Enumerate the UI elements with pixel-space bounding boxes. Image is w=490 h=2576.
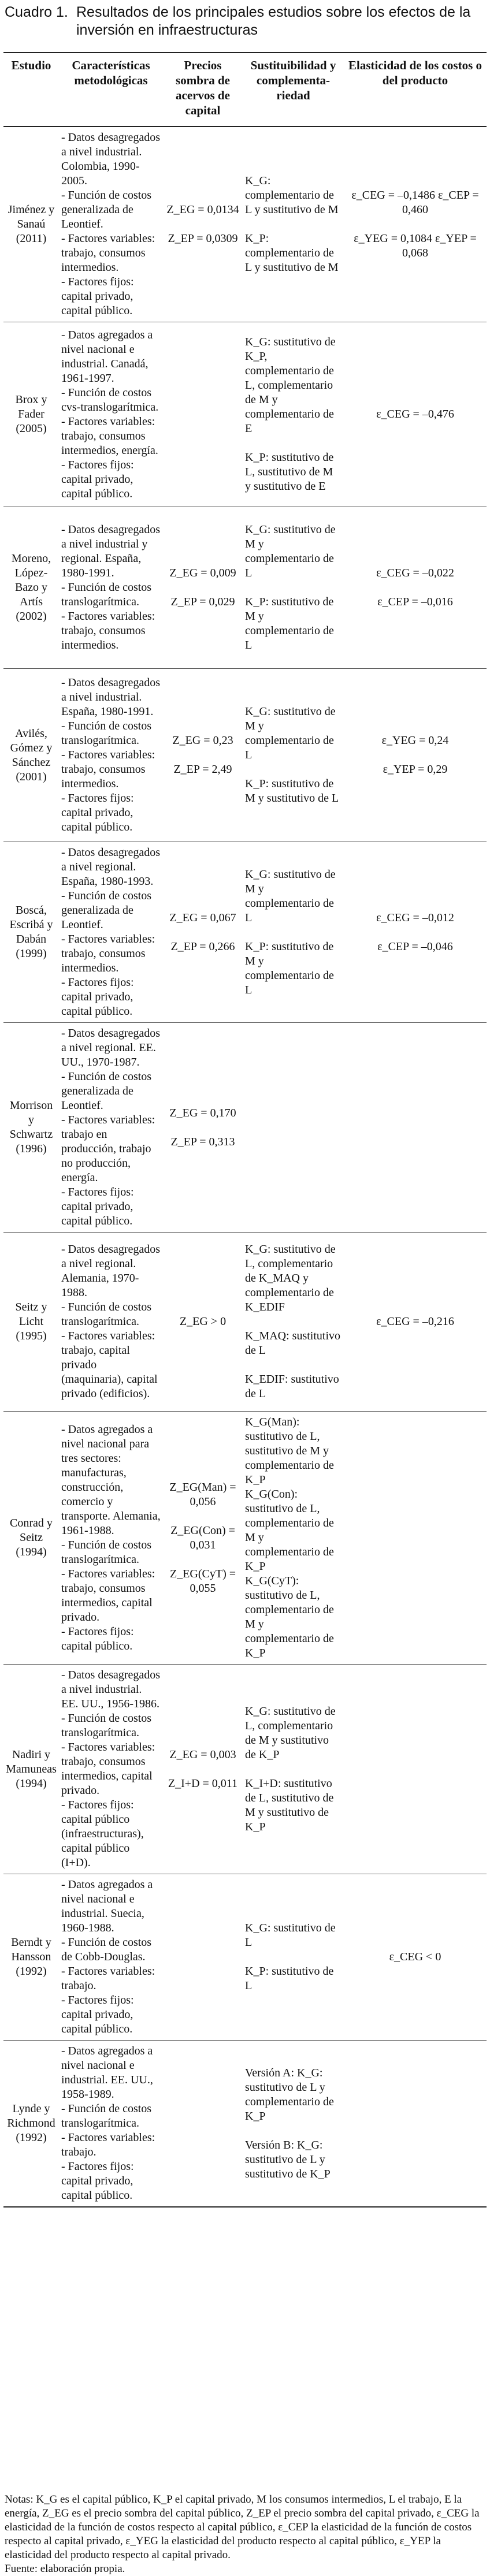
substitution-line: K_G: sustitutivo de M y complementario de L	[245, 705, 336, 761]
substitution-cell	[243, 322, 344, 507]
header-shadow-price: Precios sombra de acervos de capital	[176, 58, 230, 117]
header-substitutability: Sustituibilidad y complementa-riedad	[250, 58, 336, 102]
substitution-line: K_I+D: sustitutivo de L, sustitutivo de M y sustitutivo de K_P	[245, 1777, 334, 1833]
table-row	[3, 2041, 487, 2208]
substitution-line: K_G: sustitutivo de L, complementario de K_MAQ y complementario de K_EDIF	[245, 1243, 336, 1313]
price-cell	[163, 2041, 243, 2208]
elasticity-cell	[344, 842, 487, 1023]
methodology-cell	[59, 1233, 163, 1412]
table-row	[3, 507, 487, 669]
methodology-line: - Factores fijos: capital privado, capital público.	[61, 1994, 134, 2035]
methodology-line: - Datos desagregados a nivel industrial. EE. UU., 1956-1986.	[61, 1669, 161, 1710]
substitution-line: Versión A: K_G: sustitutivo de L y complementario de K_P	[245, 2066, 334, 2123]
methodology-cell	[59, 126, 163, 322]
substitution-line: K_G: sustitutivo de M y complementario de L	[245, 523, 336, 579]
substitution-line: K_MAQ: sustitutivo de L	[245, 1330, 341, 1357]
substitution-line: K_P: sustitutivo de M y complementario de L	[245, 940, 334, 996]
studies-table	[3, 52, 487, 2208]
study-cell: Moreno, López-Bazo y Artís (2002)	[11, 552, 51, 623]
methodology-line: - Factores variables: trabajo, consumos intermedios.	[61, 610, 155, 652]
price-cell	[163, 1412, 243, 1665]
price-cell	[163, 1665, 243, 1874]
study-cell: Boscá, Escribá y Dabán (1999)	[9, 904, 53, 960]
methodology-line: - Factores fijos: capital privado, capital público.	[61, 792, 134, 833]
study-cell: Jiménez y Sanaú (2011)	[8, 203, 55, 245]
elasticity-line: ε_CEG = –0,216	[376, 1315, 454, 1328]
methodology-line: - Factores variables: trabajo, consumos intermedios, capital privado.	[61, 1741, 155, 1797]
study-cell: Nadiri y Mamuneas (1994)	[6, 1748, 57, 1790]
elasticity-cell	[344, 1665, 487, 1874]
elasticity-cell	[344, 507, 487, 669]
substitution-line: K_G: sustitutivo de L, complementario de M y sustitutivo de K_P	[245, 1704, 336, 1761]
methodology-line: - Función de costos translogarítmica.	[61, 720, 152, 747]
methodology-line: - Factores variables: trabajo, consumos intermedios.	[61, 749, 155, 790]
elasticity-line: ε_YEG = 0,24	[381, 734, 449, 747]
elasticity-line: ε_CEP = –0,016	[377, 595, 453, 608]
methodology-line: - Función de costos generalizada de Leontief.	[61, 189, 152, 230]
elasticity-cell	[344, 669, 487, 842]
substitution-line: Versión B: K_G: sustitutivo de L y sustitutivo de K_P	[245, 2138, 331, 2180]
study-cell: Avilés, Gómez y Sánchez (2001)	[10, 727, 53, 783]
price-line: Z_EG(Man) = 0,056	[169, 1480, 236, 1508]
methodology-line: - Factores fijos: capital privado, capital público.	[61, 276, 134, 317]
methodology-line: - Factores variables: trabajo, capital privado (maquinaria), capital privado (edificios).	[61, 1330, 158, 1400]
methodology-line: - Factores variables: trabajo, consumos intermedios.	[61, 933, 155, 974]
methodology-line: - Datos desagregados a nivel industrial y regional. España, 1980-1991.	[61, 523, 161, 579]
methodology-line: - Factores fijos: capital privado, capital público.	[61, 2160, 134, 2202]
price-line: Z_EP = 2,49	[173, 763, 232, 776]
methodology-line: - Datos desagregados a nivel regional. Alemania, 1970-1988.	[61, 1243, 161, 1299]
substitution-cell	[243, 842, 344, 1023]
header-elasticity: Elasticidad de los costos o del producto	[348, 58, 482, 87]
substitution-line: K_G(CyT): sustitutivo de L, complementario de M y complementario de K_P	[245, 1574, 334, 1659]
table-row	[3, 322, 487, 507]
price-cell	[163, 842, 243, 1023]
study-cell: Brox y Fader (2005)	[15, 393, 47, 435]
methodology-cell	[59, 1023, 163, 1233]
substitution-cell	[243, 507, 344, 669]
elasticity-cell	[344, 126, 487, 322]
methodology-cell	[59, 669, 163, 842]
elasticity-line: ε_CEG < 0	[389, 1950, 441, 1963]
elasticity-cell	[344, 2041, 487, 2208]
price-line: Z_EG(CyT) = 0,055	[169, 1567, 236, 1595]
table-number: Cuadro 1.	[5, 4, 68, 20]
substitution-cell	[243, 126, 344, 322]
substitution-line: K_P: sustitutivo de L, sustitutivo de M y sustitutivo de E	[245, 451, 334, 493]
study-cell: Lynde y Richmond (1992)	[7, 2102, 55, 2144]
methodology-line: - Datos desagregados a nivel industrial. Colombia, 1990-2005.	[61, 131, 161, 187]
substitution-cell	[243, 2041, 344, 2208]
table-row	[3, 842, 487, 1023]
elasticity-line: ε_YEP = 0,29	[383, 763, 448, 776]
price-line: Z_EP = 0,313	[170, 1135, 235, 1148]
methodology-line: - Datos desagregados a nivel regional. EE. UU., 1970-1987.	[61, 1027, 161, 1069]
study-cell: Conrad y Seitz (1994)	[10, 1517, 53, 1558]
methodology-line: - Factores variables: trabajo.	[61, 1965, 155, 1992]
methodology-line: - Factores variables: trabajo.	[61, 2131, 155, 2158]
elasticity-cell	[344, 1874, 487, 2041]
elasticity-line: ε_YEG = 0,1084 ε_YEP = 0,068	[354, 232, 477, 259]
methodology-cell	[59, 842, 163, 1023]
substitution-line: K_G: complementario de L y sustitutivo de M	[245, 174, 339, 216]
methodology-line: - Función de costos translogarítmica.	[61, 1538, 152, 1566]
methodology-line: - Función de costos translogarítmica.	[61, 1712, 152, 1739]
methodology-line: - Factores variables: trabajo, consumos intermedios, energía.	[61, 415, 158, 457]
price-cell	[163, 669, 243, 842]
elasticity-cell	[344, 322, 487, 507]
table-row	[3, 1874, 487, 2041]
elasticity-cell	[344, 1023, 487, 1233]
methodology-cell	[59, 1412, 163, 1665]
substitution-line: K_G: sustitutivo de K_P, complementario de L, complementario de M y complementario de E	[245, 336, 336, 435]
price-line: Z_EG = 0,009	[169, 567, 236, 579]
header-row	[3, 53, 487, 126]
substitution-cell	[243, 1412, 344, 1665]
substitution-cell	[243, 1023, 344, 1233]
methodology-cell	[59, 1874, 163, 2041]
price-cell	[163, 507, 243, 669]
methodology-line: - Función de costos de Cobb-Douglas.	[61, 1936, 152, 1963]
header-methodology: Características metodológicas	[72, 58, 150, 87]
substitution-line: K_P: sustitutivo de M y sustitutivo de L	[245, 777, 339, 805]
methodology-line: - Factores fijos: capital privado, capital público.	[61, 976, 134, 1018]
substitution-cell	[243, 1233, 344, 1412]
elasticity-cell	[344, 1233, 487, 1412]
price-cell	[163, 1874, 243, 2041]
substitution-cell	[243, 1665, 344, 1874]
substitution-line: K_P: sustitutivo de M y complementario de L	[245, 595, 334, 652]
price-cell	[163, 322, 243, 507]
table-title: Resultados de los principales estudios sobre los efectos de la inversión en infraestructuras	[76, 4, 471, 38]
substitution-line: K_EDIF: sustitutivo de L	[245, 1373, 339, 1400]
price-line: Z_EG = 0,003	[169, 1748, 236, 1761]
methodology-line: - Factores fijos: capital privado, capital público.	[61, 458, 134, 500]
substitution-line: K_G: sustitutivo de L	[245, 1922, 336, 1949]
study-cell: Morrison y Schwartz (1996)	[9, 1099, 53, 1155]
methodology-cell	[59, 2041, 163, 2208]
methodology-line: - Factores variables: trabajo, consumos intermedios.	[61, 232, 155, 274]
header-study: Estudio	[11, 58, 51, 72]
price-line: Z_EP = 0,0309	[168, 232, 238, 245]
price-line: Z_EP = 0,029	[170, 595, 235, 608]
price-line: Z_EG = 0,067	[169, 911, 236, 924]
substitution-cell	[243, 1874, 344, 2041]
price-line: Z_EG = 0,23	[172, 734, 233, 747]
substitution-line: K_P: complementario de L y sustitutivo de M	[245, 232, 339, 274]
price-line: Z_EG(Con) = 0,031	[170, 1524, 235, 1551]
methodology-line: - Datos agregados a nivel nacional e industrial. Suecia, 1960-1988.	[61, 1878, 153, 1934]
methodology-line: - Función de costos generalizada de Leontief.	[61, 889, 152, 931]
price-line: Z_I+D = 0,011	[168, 1777, 238, 1790]
price-line: Z_EG > 0	[179, 1315, 227, 1328]
table-row	[3, 1412, 487, 1665]
substitution-line: K_G(Con): sustitutivo de L, complementario de M y complementario de K_P	[245, 1488, 334, 1573]
table-notes	[5, 2493, 485, 2576]
methodology-line: - Factores fijos: capital público.	[61, 1625, 134, 1652]
methodology-line: - Factores fijos: capital privado, capital público.	[61, 1186, 134, 1227]
source-text: Fuente: elaboración propia.	[5, 2563, 125, 2575]
elasticity-line: ε_CEP = –0,046	[377, 940, 453, 953]
methodology-line: - Función de costos translogarítmica.	[61, 2102, 152, 2130]
notes-text: Notas: K_G es el capital público, K_P el capital privado, M los consumos intermedios, L el trabajo, E la energía, Z_EG es el precio sombra del capital público, Z_EP el precio sombra del capital privado, ε_CEG la elasticidad de la función de costos respecto al capital público, ε_CEP la elasticidad de la función de costos respecto al capital privado, ε_YEG la elasticidad del producto respecto al capital público, ε_YEP la elasticidad del producto respecto al capital privado.	[5, 2493, 480, 2561]
elasticity-cell	[344, 1412, 487, 1665]
price-cell	[163, 1233, 243, 1412]
methodology-line: - Datos desagregados a nivel industrial. España, 1980-1991.	[61, 676, 161, 718]
substitution-line: K_P: sustitutivo de L	[245, 1965, 334, 1992]
methodology-line: - Datos desagregados a nivel regional. España, 1980-1993.	[61, 846, 161, 888]
substitution-line: K_G: sustitutivo de M y complementario de L	[245, 868, 336, 924]
elasticity-line: ε_CEG = –0,476	[376, 408, 454, 420]
price-line: Z_EP = 0,266	[170, 940, 235, 953]
methodology-line: - Factores fijos: capital público (infraestructuras), capital público (I+D).	[61, 1799, 144, 1869]
price-line: Z_EG = 0,170	[169, 1106, 236, 1119]
table-row	[3, 1665, 487, 1874]
table-row	[3, 1233, 487, 1412]
methodology-line: - Factores variables: trabajo, consumos intermedios, capital privado.	[61, 1567, 155, 1624]
elasticity-line: ε_CEG = –0,012	[376, 911, 454, 924]
methodology-line: - Función de costos generalizada de Leontief.	[61, 1070, 152, 1112]
methodology-cell	[59, 507, 163, 669]
methodology-line: - Función de costos cvs-translogarítmica.	[61, 386, 159, 414]
methodology-line: - Función de costos translogarítmica.	[61, 1301, 152, 1328]
methodology-line: - Datos agregados a nivel nacional e industrial. Canadá, 1961-1997.	[61, 328, 153, 385]
methodology-cell	[59, 1665, 163, 1874]
methodology-cell	[59, 322, 163, 507]
price-cell	[163, 126, 243, 322]
study-cell: Berndt y Hansson (1992)	[11, 1936, 51, 1978]
table-row	[3, 669, 487, 842]
methodology-line: - Función de costos translogarítmica.	[61, 581, 152, 608]
study-cell: Seitz y Licht (1995)	[15, 1301, 47, 1342]
methodology-line: - Factores variables: trabajo en producción, trabajo no producción, energía.	[61, 1114, 155, 1184]
substitution-cell	[243, 669, 344, 842]
elasticity-line: ε_CEG = –0,1486 ε_CEP = 0,460	[351, 189, 479, 216]
substitution-line: K_G(Man): sustitutivo de L, sustitutivo de M y complementario de K_P	[245, 1416, 334, 1486]
methodology-line: - Datos agregados a nivel nacional e industrial. EE. UU., 1958-1989.	[61, 2045, 153, 2101]
price-line: Z_EG = 0,0134	[166, 203, 239, 216]
methodology-line: - Datos agregados a nivel nacional para tres sectores: manufacturas, construcción, comercio y transporte. Alemania, 1961-1988.	[61, 1423, 161, 1537]
table-row	[3, 1023, 487, 1233]
table-row	[3, 126, 487, 322]
price-cell	[163, 1023, 243, 1233]
elasticity-line: ε_CEG = –0,022	[376, 567, 454, 579]
